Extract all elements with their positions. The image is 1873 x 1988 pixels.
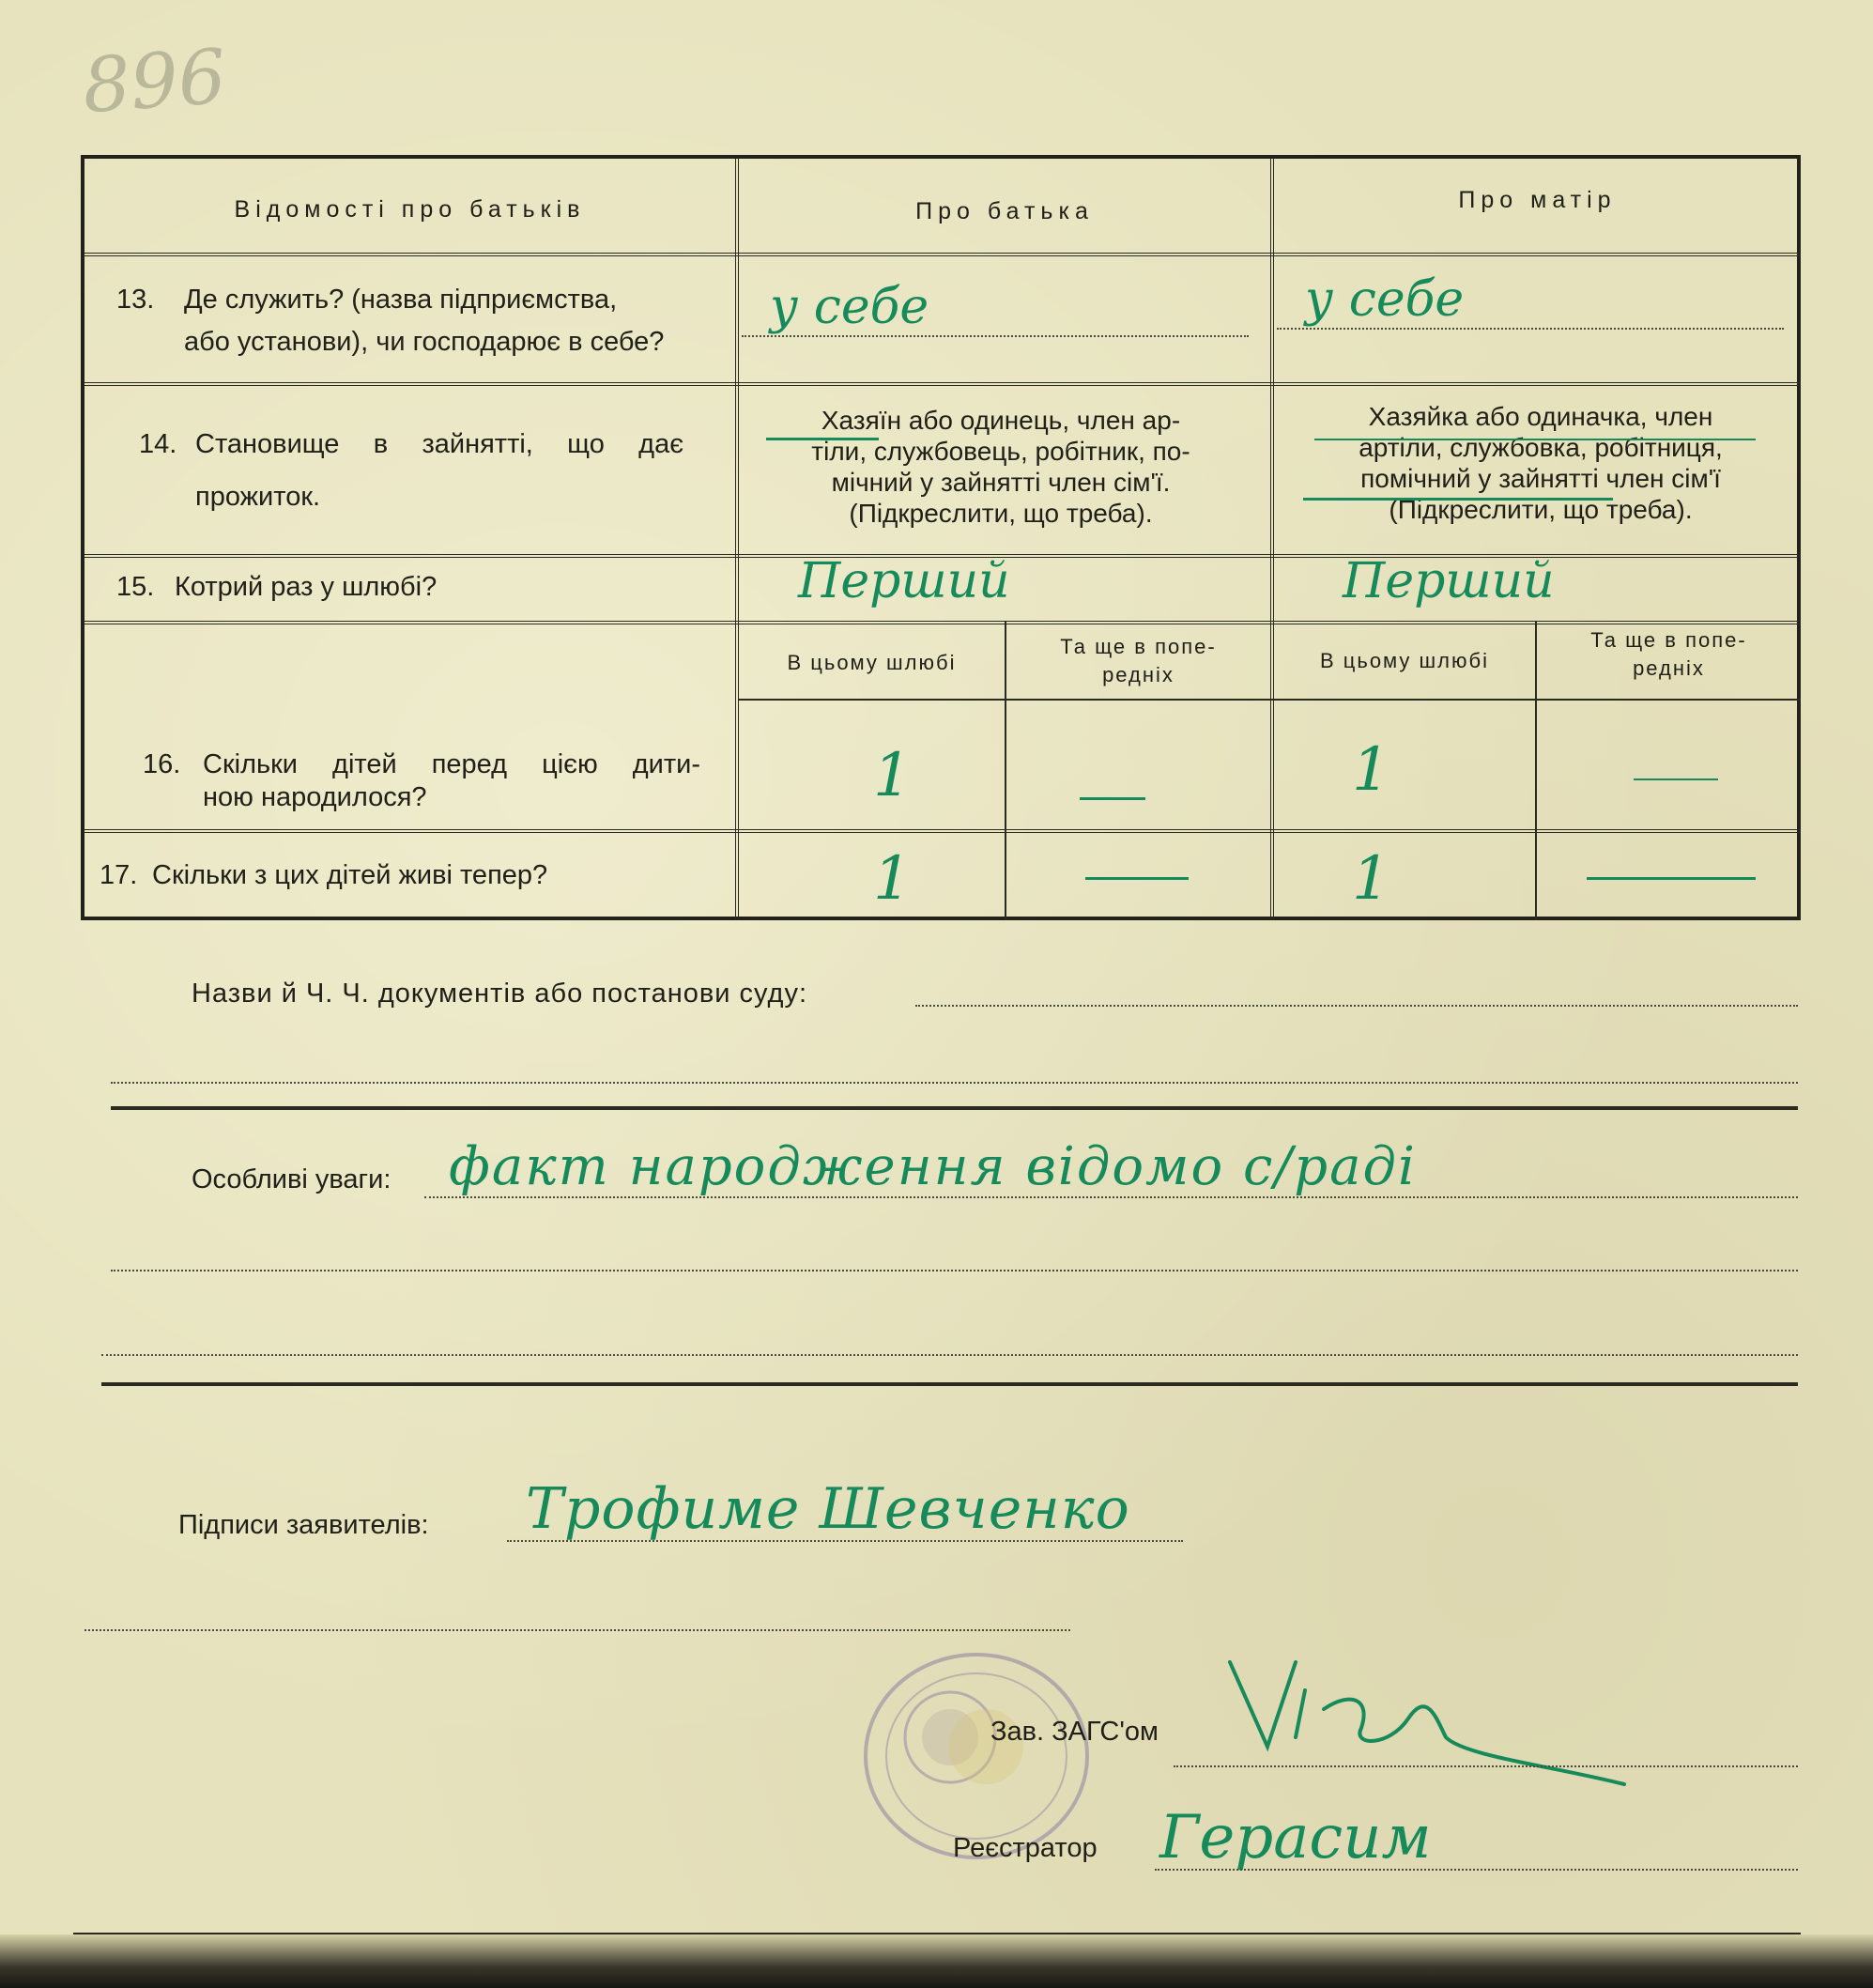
mother-option-line4: (Підкреслити, що треба). — [1389, 495, 1693, 524]
q15-number: 15. — [116, 572, 155, 602]
subheader-mother-this-marriage: В цьому шлюбі — [1319, 649, 1490, 672]
q15-mother-answer: Перший — [1343, 553, 1555, 609]
father-option-line2: тіли, службовець, робітник, по- — [811, 437, 1190, 466]
q14-mother-options — [1301, 401, 1780, 525]
q17-father-this: 1 — [873, 844, 912, 914]
signatures-value: Трофиме Шевченко — [526, 1476, 1130, 1542]
mother-option-line1: Хазяйка або одиначка, член — [1368, 402, 1713, 431]
mother-option-line2: артіли, службовка, робітниця, — [1359, 433, 1723, 462]
q14-father-options — [766, 405, 1236, 529]
q13-number: 13. — [116, 285, 155, 315]
parents-info-table — [81, 155, 1801, 920]
header-mother: Про матір — [1458, 187, 1617, 213]
subheader-mother-previous: Та ще в попе- редніх — [1590, 628, 1747, 680]
mother-option-line3: помічний у зайнятті член сім'ї — [1360, 464, 1721, 493]
q13-father-answer: у себе — [770, 279, 929, 335]
header-father: Про батька — [915, 198, 1094, 224]
q14-number: 14. — [139, 429, 177, 459]
father-option-line1: Хазяїн або одинець, член ар- — [821, 406, 1181, 435]
q13-question-line2: або установи), чи господарює в себе? — [184, 327, 665, 357]
documents-label: Назви й Ч. Ч. документів або постанови суду: — [192, 979, 808, 1009]
notes-value: факт народження відомо с/раді — [449, 1136, 1417, 1197]
subheader-father-previous: Та ще в попе- редніх — [1060, 635, 1217, 686]
father-option-line4: (Підкреслити, що треба). — [849, 499, 1153, 528]
head-signature — [1155, 1634, 1643, 1794]
q13-question-line1: Де служить? (назва підприємства, — [184, 285, 618, 315]
head-label: Зав. ЗАГС'ом — [990, 1717, 1159, 1747]
q15-father-answer: Перший — [798, 553, 1010, 609]
header-parents-info: Відомості про батьків — [234, 196, 586, 223]
q16-question-line1: Скільки дітей перед цією дити- — [203, 749, 700, 779]
q13-mother-answer: у себе — [1305, 271, 1465, 328]
page-number-mark: 896 — [79, 32, 229, 131]
q16-father-this: 1 — [873, 741, 912, 810]
page-edge-shadow — [0, 1934, 1873, 1988]
q17-mother-this: 1 — [1352, 844, 1390, 914]
father-option-underline — [766, 438, 879, 440]
mother-option-underline — [1303, 498, 1613, 501]
q17-mother-previous-dash — [1587, 877, 1756, 880]
registrar-signature: Герасим — [1159, 1803, 1432, 1872]
subheader-father-this-marriage: В цьому шлюбі — [787, 651, 957, 674]
signatures-label: Підписи заявителів: — [178, 1510, 429, 1540]
q17-question: Скільки з цих дітей живі тепер? — [152, 860, 548, 890]
q17-number: 17. — [100, 860, 138, 890]
q16-mother-previous-dash — [1634, 778, 1718, 780]
q16-number: 16. — [143, 749, 181, 779]
q16-mother-this: 1 — [1352, 735, 1390, 805]
q16-father-previous-dash — [1080, 797, 1145, 800]
q14-question-line1: Становище в зайнятті, що дає — [195, 429, 683, 459]
q16-question-line2: ною народилося? — [203, 782, 427, 812]
registrar-label: Реєстратор — [953, 1833, 1098, 1863]
notes-label: Особливі уваги: — [192, 1164, 391, 1194]
q15-question: Котрий раз у шлюбі? — [175, 572, 438, 602]
q14-question-line2: прожиток. — [195, 482, 321, 512]
q17-father-previous-dash — [1085, 877, 1189, 880]
father-option-line3: мічний у зайнятті член сім'ї. — [831, 468, 1171, 497]
